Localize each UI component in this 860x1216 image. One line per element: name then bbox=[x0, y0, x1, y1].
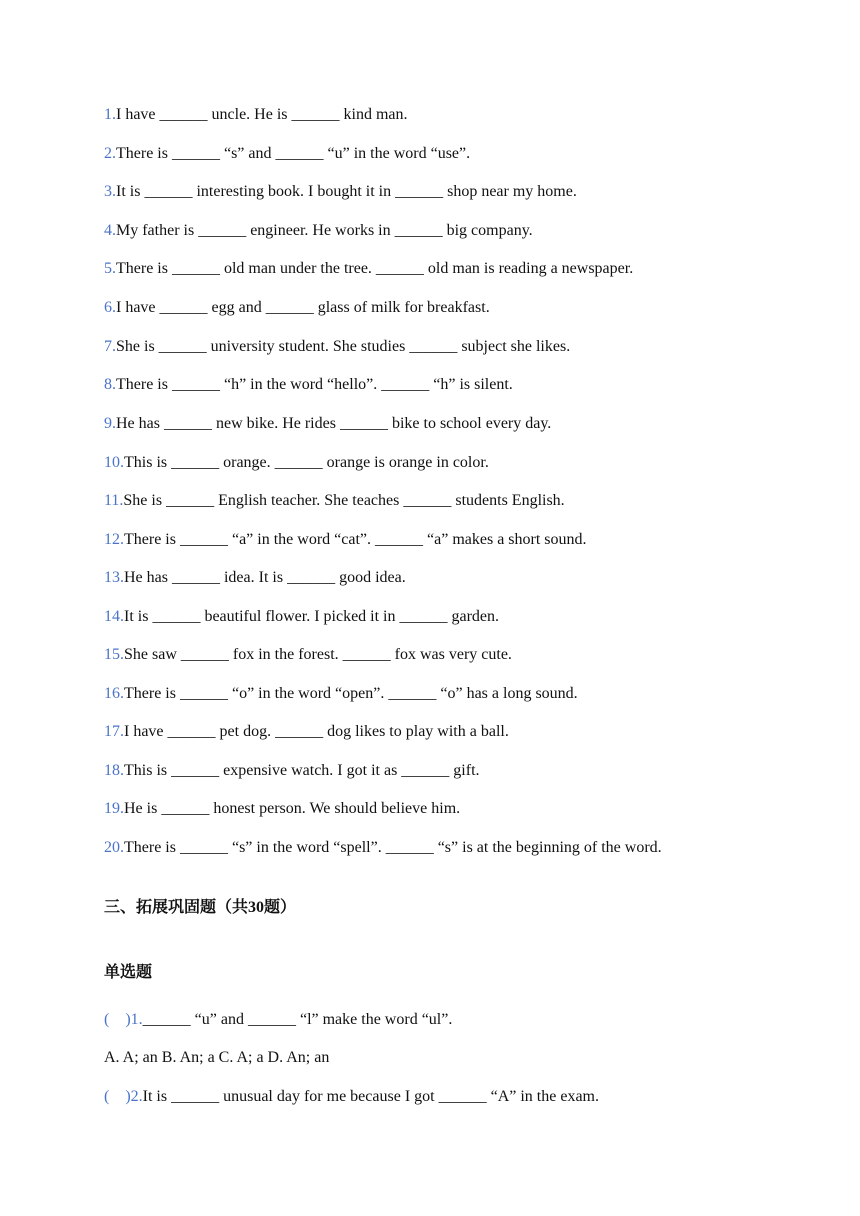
section-heading bbox=[104, 896, 296, 919]
question-item bbox=[104, 221, 533, 241]
mcq-options: A. A; an B. An; a C. A; a D. An; an bbox=[104, 1049, 330, 1066]
answer-paren-open: ( bbox=[104, 1088, 110, 1105]
question-item bbox=[104, 761, 480, 781]
mcq-number: 1. bbox=[130, 1011, 143, 1028]
mcq-question bbox=[104, 1087, 599, 1107]
question-number: 19. bbox=[104, 800, 124, 817]
question-text: She is ______ university student. She studies ______ subject she likes. bbox=[116, 338, 571, 355]
question-item bbox=[104, 259, 633, 279]
question-number: 5. bbox=[104, 260, 116, 277]
question-text: I have ______ uncle. He is ______ kind man. bbox=[116, 106, 408, 123]
question-number: 1. bbox=[104, 106, 116, 123]
question-number: 3. bbox=[104, 183, 116, 200]
question-number: 10. bbox=[104, 454, 124, 471]
question-number: 13. bbox=[104, 569, 124, 586]
question-number: 15. bbox=[104, 646, 124, 663]
answer-paren-open: ( bbox=[104, 1011, 110, 1028]
question-item bbox=[104, 182, 577, 202]
question-number: 2. bbox=[104, 145, 116, 162]
question-number: 9. bbox=[104, 415, 116, 432]
question-text: There is ______ “o” in the word “open”. ______ “o” has a long sound. bbox=[124, 685, 578, 702]
question-text: She saw ______ fox in the forest. ______ fox was very cute. bbox=[124, 646, 512, 663]
question-text: There is ______ “s” and ______ “u” in the word “use”. bbox=[116, 145, 471, 162]
question-text: I have ______ egg and ______ glass of milk for breakfast. bbox=[116, 299, 490, 316]
question-text: There is ______ “a” in the word “cat”. ______ “a” makes a short sound. bbox=[124, 531, 587, 548]
mcq-question-text: ______ “u” and ______ “l” make the word “ul”. bbox=[142, 1011, 453, 1028]
question-text: She is ______ English teacher. She teaches ______ students English. bbox=[123, 492, 565, 509]
question-number: 12. bbox=[104, 531, 124, 548]
question-item bbox=[104, 414, 551, 434]
question-item bbox=[104, 491, 565, 511]
question-text: This is ______ orange. ______ orange is orange in color. bbox=[124, 454, 489, 471]
question-item bbox=[104, 722, 509, 742]
question-text: He has ______ new bike. He rides ______ bike to school every day. bbox=[116, 415, 552, 432]
question-text: I have ______ pet dog. ______ dog likes to play with a ball. bbox=[124, 723, 509, 740]
question-item bbox=[104, 799, 460, 819]
question-number: 14. bbox=[104, 608, 124, 625]
answer-paren-close: ) bbox=[125, 1011, 131, 1028]
question-item bbox=[104, 337, 570, 357]
question-text: He is ______ honest person. We should believe him. bbox=[124, 800, 461, 817]
question-number: 6. bbox=[104, 299, 116, 316]
question-item bbox=[104, 144, 470, 164]
question-item bbox=[104, 105, 408, 125]
mcq-question bbox=[104, 1010, 452, 1030]
question-text: My father is ______ engineer. He works in ______ big company. bbox=[116, 222, 533, 239]
question-item bbox=[104, 838, 662, 858]
question-text: He has ______ idea. It is ______ good idea. bbox=[124, 569, 406, 586]
question-number: 17. bbox=[104, 723, 124, 740]
section-title-prefix: 三、拓展巩固题（共 bbox=[104, 897, 249, 916]
question-text: This is ______ expensive watch. I got it as ______ gift. bbox=[124, 762, 480, 779]
question-text: It is ______ interesting book. I bought it in ______ shop near my home. bbox=[116, 183, 577, 200]
question-number: 7. bbox=[104, 338, 116, 355]
question-text: There is ______ old man under the tree. ______ old man is reading a newspaper. bbox=[116, 260, 634, 277]
question-number: 16. bbox=[104, 685, 124, 702]
question-text: There is ______ “h” in the word “hello”. ______ “h” is silent. bbox=[116, 376, 513, 393]
question-item bbox=[104, 453, 489, 473]
question-number: 8. bbox=[104, 376, 116, 393]
mcq-number: 2. bbox=[130, 1088, 143, 1105]
question-text: There is ______ “s” in the word “spell”. ______ “s” is at the beginning of the word. bbox=[124, 839, 662, 856]
question-number: 4. bbox=[104, 222, 116, 239]
mcq-question-text: It is ______ unusual day for me because I got ______ “A” in the exam. bbox=[142, 1088, 599, 1105]
section-title-suffix: 题） bbox=[264, 897, 297, 916]
answer-paren-close: ) bbox=[125, 1088, 131, 1105]
question-item bbox=[104, 645, 512, 665]
question-item bbox=[104, 298, 490, 318]
question-number: 20. bbox=[104, 839, 124, 856]
question-item bbox=[104, 530, 587, 550]
question-item bbox=[104, 684, 578, 704]
question-item bbox=[104, 375, 513, 395]
question-number: 18. bbox=[104, 762, 124, 779]
section-title-count: 30 bbox=[248, 899, 265, 916]
question-text: It is ______ beautiful flower. I picked it in ______ garden. bbox=[124, 608, 500, 625]
question-number: 11. bbox=[104, 492, 124, 509]
section-subtitle: 单选题 bbox=[104, 962, 153, 981]
question-item bbox=[104, 568, 406, 588]
question-item bbox=[104, 607, 499, 627]
